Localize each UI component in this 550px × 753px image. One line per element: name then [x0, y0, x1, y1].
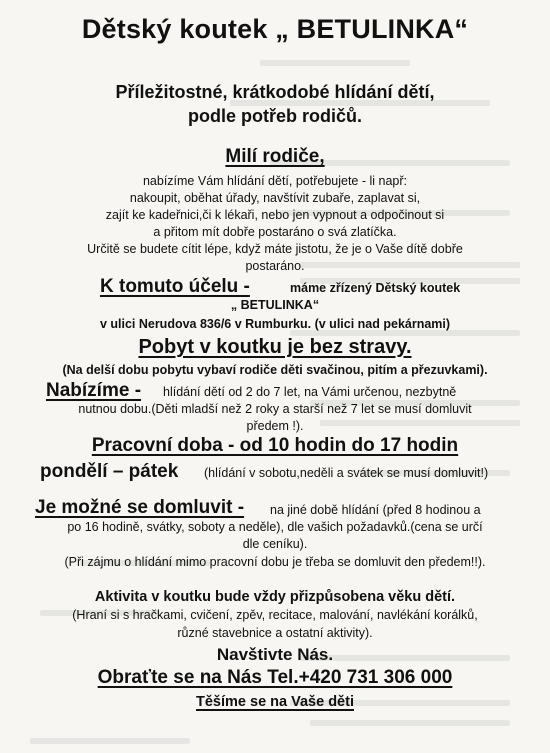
hours-heading: Pracovní doba - od 10 hodin do 17 hodin [91, 435, 459, 456]
stay-heading: Pobyt v koutku je bez stravy. [138, 336, 412, 358]
activity-line-1: (Hraní si s hračkami, cvičení, zpěv, recitace, malování, navlékání korálků, [72, 608, 478, 622]
purpose-heading: K tomuto účelu - [100, 276, 250, 297]
offer-line-2: nutnou dobu.(Děti mladší než 2 roky a starší než 7 let se musí domluvit [78, 402, 472, 416]
offer-line-3: předem !). [246, 419, 304, 433]
arrange-heading: Je možné se domluvit - [35, 497, 245, 518]
greeting-line-3: zajít ke kadeřnici,či k lékaři, nebo jen vypnout a odpočinout si [105, 208, 445, 222]
closing-text: Těšíme se na Vaše děti [196, 694, 354, 710]
stay-note: (Na delší dobu pobytu vybaví rodiče děti svačinou, pitím a přezuvkami). [62, 363, 488, 377]
arrange-line-2: po 16 hodině, svátky, soboty a neděle), dle vašich požadavků.(cena se určí [67, 520, 483, 534]
purpose-text: máme zřízený Dětský koutek [290, 281, 461, 295]
offer-heading: Nabízíme - [46, 380, 142, 401]
arrange-note: (Při zájmu o hlídání mimo pracovní dobu je třeba se domluvit den předem!!). [64, 555, 486, 569]
hours-days: pondělí – pátek [40, 461, 179, 482]
hours-note: (hlídání v sobotu,neděli a svátek se musí domluvit!) [204, 466, 489, 480]
greeting-line-2: nakoupit, oběhat úřady, navštívit zubaře, zaplavat si, [129, 191, 421, 205]
greeting-line-4: a přitom mít dobře postaráno o svá zlatíčka. [153, 225, 397, 239]
activity-line-2: různé stavebnice a ostatní aktivity). [177, 626, 373, 640]
arrange-line-3: dle ceníku). [242, 537, 308, 551]
purpose-name: „ BETULINKA“ [230, 298, 320, 312]
activity-heading: Aktivita v koutku bude vždy přizpůsobena věku dětí. [94, 589, 456, 605]
page-title: Dětský koutek „ BETULINKA“ [81, 14, 469, 44]
visit-text: Navštivte Nás. [216, 645, 334, 664]
greeting-line-6: postaráno. [245, 259, 305, 273]
subtitle-line-2: podle potřeb rodičů. [188, 106, 362, 126]
greeting-line-1: nabízíme Vám hlídání dětí, potřebujete - li např: [142, 174, 408, 188]
arrange-line-1: na jiné době hlídání (před 8 hodinou a [270, 503, 481, 517]
greeting-line-5: Určitě se budete cítit lépe, když máte jistotu, že je o Vaše dítě dobře [87, 242, 463, 256]
subtitle-line-1: Příležitostné, krátkodobé hlídání dětí, [115, 82, 435, 102]
purpose-address: v ulici Nerudova 836/6 v Rumburku. (v ulici nad pekárnami) [99, 317, 451, 331]
contact-phone: Obraťte se na Nás Tel.+420 731 306 000 [97, 667, 453, 688]
greeting-heading: Milí rodiče, [225, 146, 325, 167]
offer-line-1: hlídání dětí od 2 do 7 let, na Vámi určenou, nezbytně [163, 385, 457, 399]
